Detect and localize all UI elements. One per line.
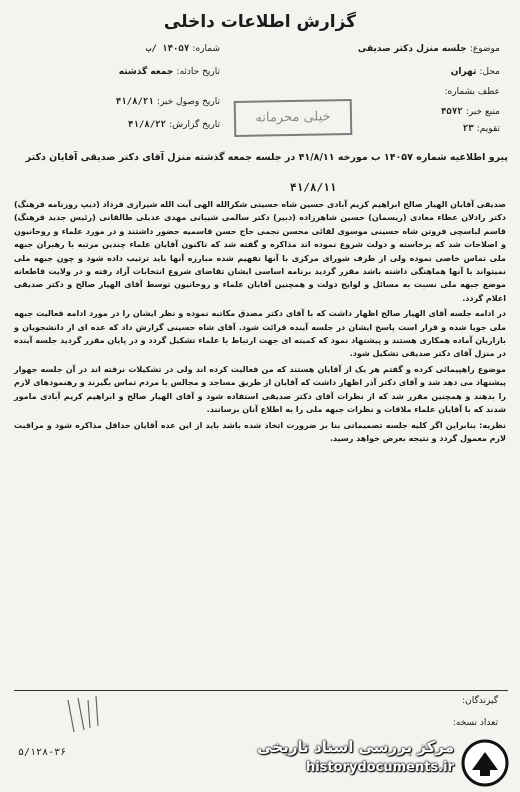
subject-row	[358, 44, 500, 54]
body-paragraph: موضوع راهپیمائی کرده و گفتم هر یک از آقایان هستند که من فعالیت کرده اند ولی در تشکیلات نرفته اند در آن جلسه جهوار پیشنهاد می دهد شد و آقای دکتر آذر اظهار داشت که آقایان از طریق مساجد و مجالس با مردم تماس بگیرند و رهنمودهای لازم را بدهند و همچنین مقرر شد که از نظرات آقای دکتر صدیقی استفاده شود و آقای الهیار صالح و ابراهیم کریم آبادی مامور شدند که با آقایان علماء ملاقات و نظرات جبهه ملی را به اطلاع آنان برسانند.	[14, 364, 506, 415]
place-label: محل:	[479, 67, 500, 77]
report-date-row	[128, 120, 220, 130]
event-date-label: تاریخ حادثه:	[176, 67, 220, 77]
report-date-label: تاریخ گزارش:	[169, 120, 220, 130]
recipients-label: گیرندگان:	[462, 696, 498, 706]
watermark-name: مرکز بررسی اسناد تاریخی	[257, 738, 454, 756]
source-value: ۴۵۷۲	[440, 107, 463, 117]
archive-logo-icon	[460, 738, 510, 788]
source-row	[441, 107, 500, 117]
event-date-value: جمعه گذشته	[118, 67, 174, 77]
handwritten-scribble	[60, 690, 120, 740]
assessment-row	[463, 124, 500, 134]
subject-value: جلسه منزل دکتر صدیقی	[357, 44, 467, 54]
place-value: تهران	[450, 67, 477, 77]
watermark-url: historydocuments.ir	[305, 760, 454, 775]
classification-stamp	[234, 99, 353, 137]
archive-number: ۵/۱۲۸-۳۶	[18, 747, 67, 758]
ref-label: عطف بشماره:	[444, 87, 500, 97]
assessment-label: تقویم:	[476, 124, 500, 134]
body-paragraph: صدیقی آقایان الهیار صالح ابراهیم کریم آبادی حسین شاه حسینی شکرالله الهی آیت الله شیرازی فرداد (دیپ روزنامه فرهنگ) دکتر رادلان عطاء معادی (ریسمان) حسین شاهرزاده (دبیر) دکتر سالمی شیبانی مهدی عدیلی طالقانی (رئیس جدید فرهنگ) قاسم لباسچی فروتن شاه حسینی موسوی لقائی محسن نجمی حاج حسن قاسمیه حضور داشتند و در مورد علماء و روحانیون و اصلاحات شد که برخاسته و دولت شروع نموده اند مذاکره و گفته شد که تاکنون آقایان علماء چندین مرتبه با رهبران جبهه ملی تماس خاصی نموده ولی از طرف شورای مرکزی با آنها تفهیم شده مبارزه آنها باید ترتیب داده شود و چون جبهه ملی نمیتواند با آنها هماهنگی داشته باشد مقرر گردید برنامه اساسی ایشان تقاضای شروع انتخابات آزاد رفته و در ولایت قاطعانه موضع جبهه ملی نسبت به مسائل و لوایح دولت و همچنین آقایان علماء و روحانیون توسط آقای الهیار صالح و دکتر صدیقی اعلام گردد.	[14, 200, 506, 303]
stamp-text: خیلی محرمانه	[255, 109, 331, 126]
place-row	[451, 67, 500, 77]
receive-date-label: تاریخ وصول خبر:	[156, 97, 220, 107]
number-value: ۱۴۰۵۷ /ب	[145, 44, 190, 54]
subject-label: موضوع:	[469, 44, 500, 54]
recipients-row	[462, 696, 498, 706]
report-date-value: ۴۱/۸/۲۲	[128, 120, 166, 130]
copies-label: تعداد نسخه:	[452, 718, 498, 728]
event-date-row	[119, 67, 220, 77]
watermark	[238, 738, 510, 788]
reference-date: ۴۱/۸/۱۱	[290, 181, 337, 194]
ref-row	[444, 87, 500, 97]
number-row	[146, 44, 220, 54]
receive-date-row	[116, 97, 220, 107]
receive-date-value: ۴۱/۸/۲۱	[115, 97, 154, 107]
source-label: منبع خبر:	[465, 107, 500, 117]
reference-line: پیرو اطلاعیه شماره ۱۴۰۵۷ ب مورخه ۴۱/۸/۱۱ در جلسه جمعه گذشته منزل آقای دکتر صدیقی آقایان دکتر	[25, 152, 508, 163]
report-body	[14, 198, 506, 447]
copies-row	[453, 718, 498, 728]
document-title: گزارش اطلاعات داخلی	[163, 12, 357, 32]
body-paragraph: نظریه: بنابراین اگر کلیه جلسه تصمیماتی بنا بر ضرورت اتخاذ شده باشد باید از این عده آقایان حداقل مذاکره شود و مراقبت لازم معمول گردد و نتیجه بعرض خواهد رسید.	[14, 420, 506, 443]
body-paragraph: در ادامه جلسه آقای الهیار صالح اظهار داشت که با آقای دکتر مصدق مکاتبه نموده و نظر ایشان را در مورد ادامه فعالیت جبهه ملی جویا شده و قرار است پاسخ ایشان در جلسه آینده قرائت شود. آقای شاه حسینی گزارش داد که عده ای از دانشجویان و بازاریان آماده همکاری هستند و پیشنهاد نمود که کمیته ای جهت ارتباط با علماء تشکیل گردد و در پایان مقرر گردید جلسه آینده در منزل آقای دکتر صدیقی تشکیل شود.	[14, 309, 506, 359]
assessment-value: ۲۳	[462, 124, 474, 134]
number-label: شماره:	[192, 44, 220, 54]
